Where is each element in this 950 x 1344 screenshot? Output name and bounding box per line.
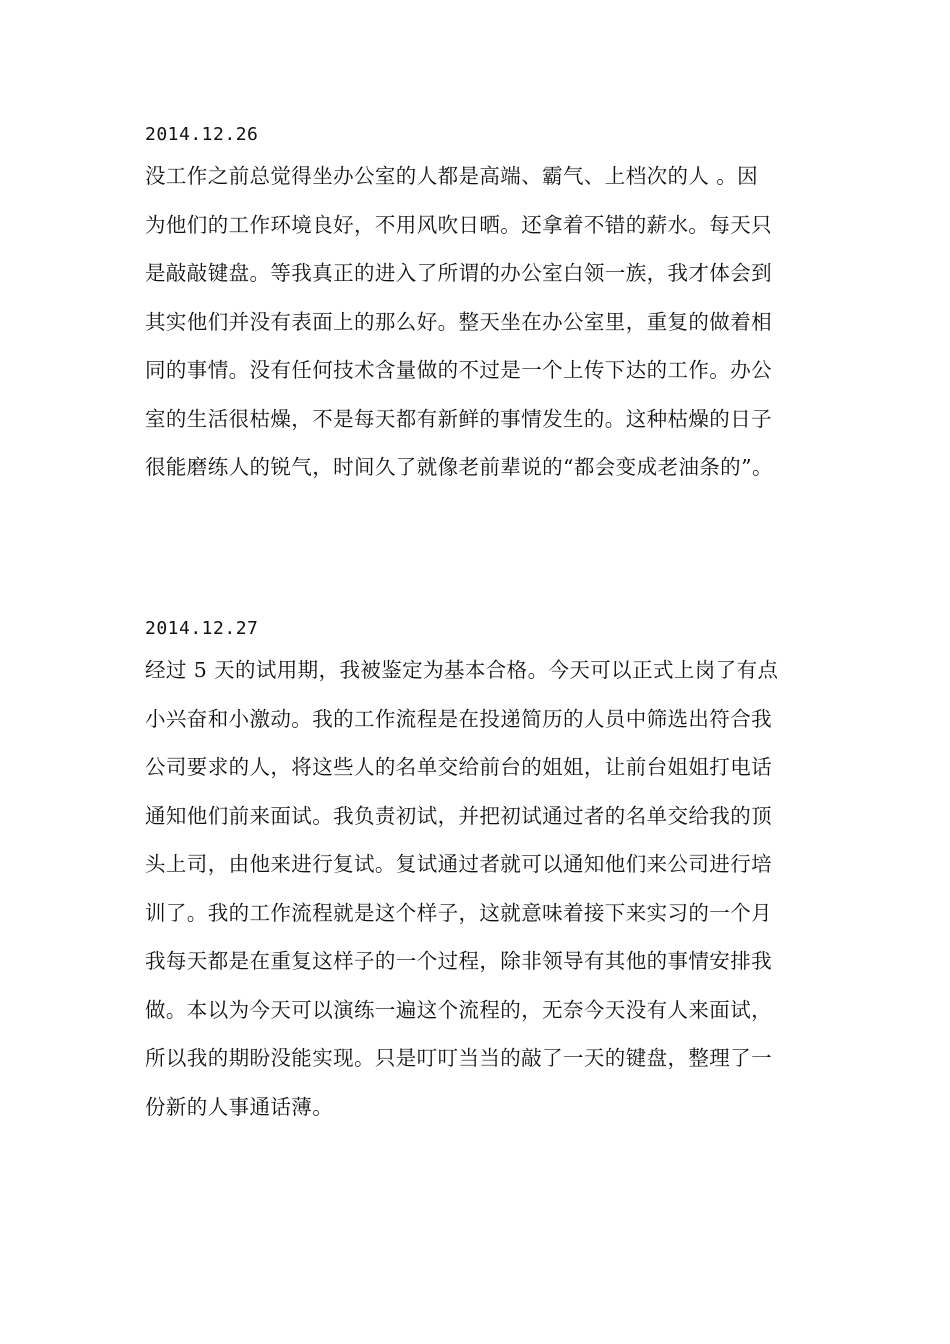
entry-text-line: 公司要求的人，将这些人的名单交给前台的姐姐，让前台姐姐打电话 (145, 755, 772, 779)
entry-date: 2014.12.27 (145, 618, 259, 639)
entry-text-line: 经过 5 天的试用期，我被鉴定为基本合格。今天可以正式上岗了有点 (145, 658, 779, 682)
entry-text-line: 做。本以为今天可以演练一遍这个流程的，无奈今天没有人来面试， (145, 997, 772, 1022)
entry-text-line: 所以我的期盼没能实现。只是叮叮当当的敲了一天的键盘，整理了一 (145, 1046, 772, 1070)
entry-text-line: 同的事情。没有任何技术含量做的不过是一个上传下达的工作。办公 (145, 358, 772, 382)
diary-entry (145, 612, 813, 1131)
entry-text-line: 份新的人事通话薄。 (145, 1094, 334, 1119)
entry-text-line: 其实他们并没有表面上的那么好。整天坐在办公室里，重复的做着相 (145, 309, 772, 334)
diary-entry (145, 118, 813, 492)
entry-text-line: 为他们的工作环境良好，不用风吹日晒。还拿着不错的薪水。每天只 (145, 212, 772, 237)
entry-date: 2014.12.26 (145, 124, 259, 145)
entry-text-line: 我每天都是在重复这样子的一个过程，除非领导有其他的事情安排我 (145, 949, 772, 973)
entry-text-line: 小兴奋和小激动。我的工作流程是在投递简历的人员中筛选出符合我 (145, 706, 772, 731)
entry-text-line: 头上司，由他来进行复试。复试通过者就可以通知他们来公司进行培 (145, 852, 772, 876)
entry-text-line: 很能磨练人的锐气，时间久了就像老前辈说的“都会变成老油条的”。 (145, 455, 773, 479)
entry-text-line: 通知他们前来面试。我负责初试，并把初试通过者的名单交给我的顶 (145, 803, 772, 828)
entry-text-line: 训了。我的工作流程就是这个样子，这就意味着接下来实习的一个月 (145, 900, 772, 925)
entry-text-line: 室的生活很枯燥，不是每天都有新鲜的事情发生的。这种枯燥的日子 (145, 406, 772, 431)
entry-text-line: 是敲敲键盘。等我真正的进入了所谓的办公室白领一族，我才体会到 (145, 261, 772, 285)
entry-text-line: 没工作之前总觉得坐办公室的人都是高端、霸气、上档次的人 。因 (145, 164, 759, 188)
